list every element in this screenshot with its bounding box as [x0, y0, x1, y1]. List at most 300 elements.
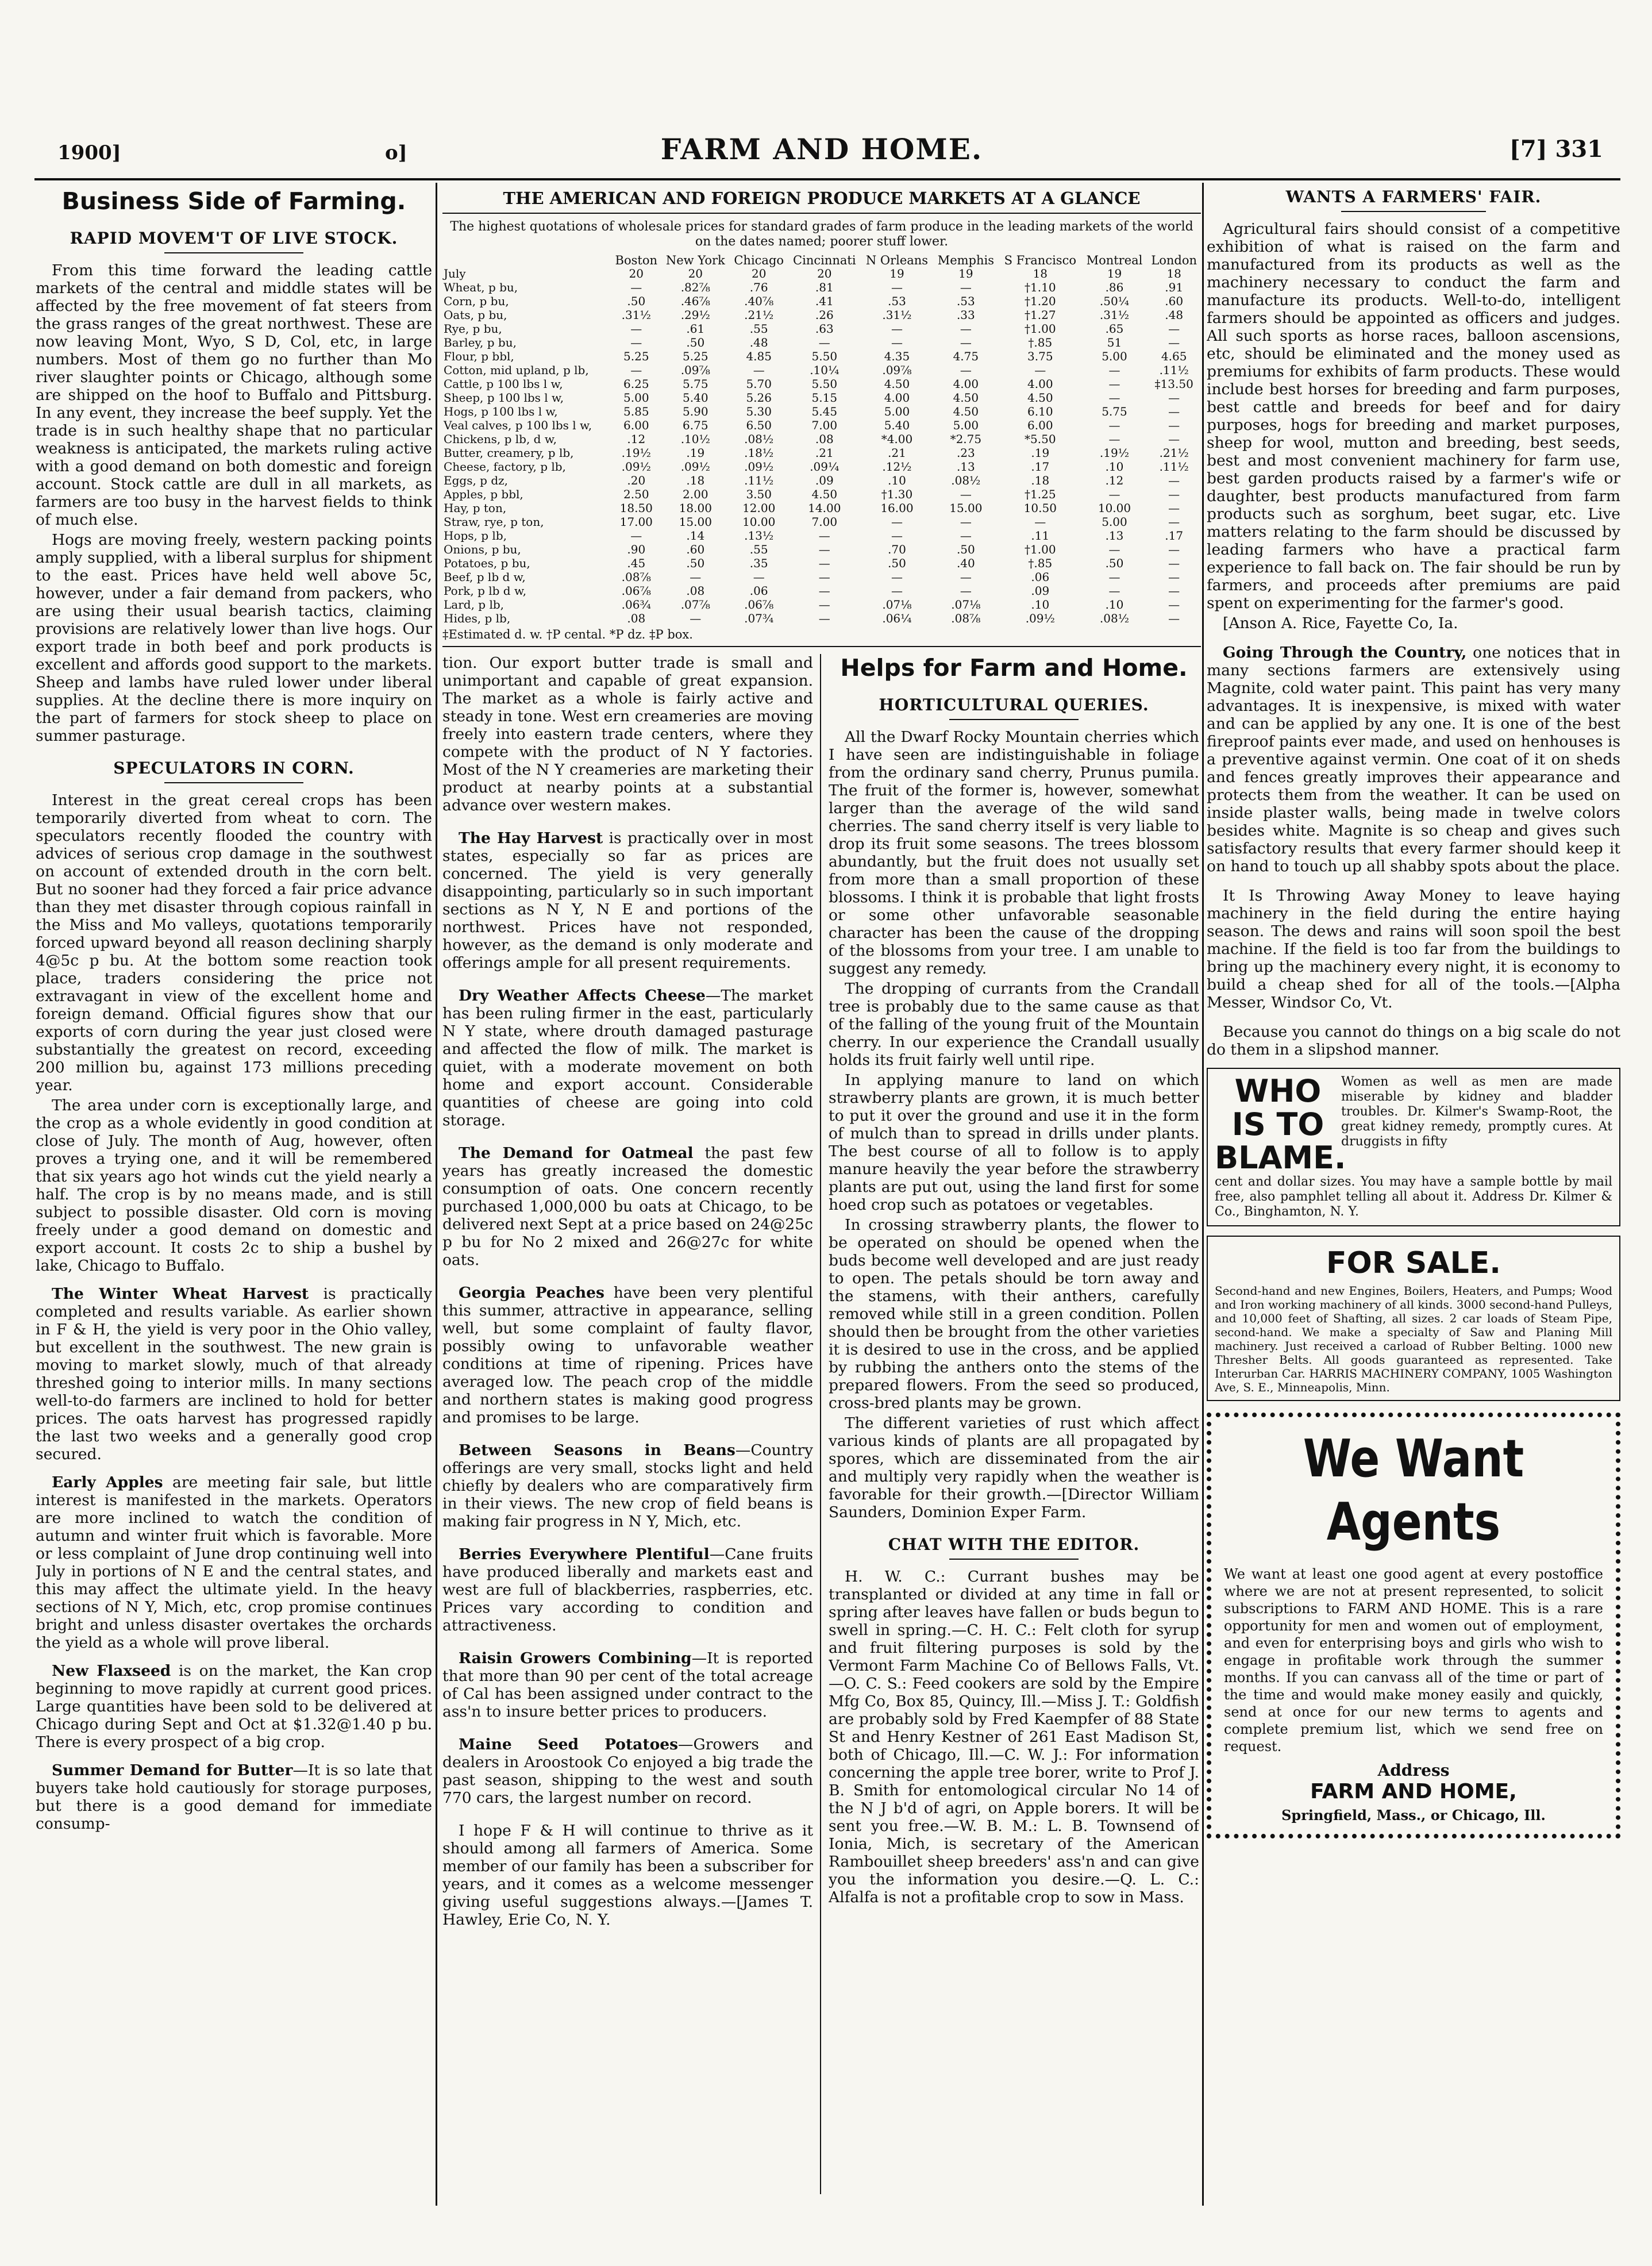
price-cell: 18.00: [679, 501, 712, 515]
price-cell: 10.50: [1023, 501, 1057, 515]
price-cell: .48: [1165, 308, 1184, 322]
price-cell: —: [1108, 418, 1120, 432]
price-cell: .06¼: [882, 611, 912, 625]
table-row: [442, 515, 1201, 529]
price-cell: .17: [1031, 460, 1050, 474]
row-label: Cheese, factory, p lb,: [444, 460, 566, 474]
price-cell: 5.26: [746, 391, 772, 405]
article-paragraph: Interest in the great cereal crops has been temporarily diverted from wheat to corn. The speculators recently flooded the country with advices of serious crop damage in the southwest on account of extended drouth in the corn belt. But no sooner had they forced a fair price advance than they met disaster through copious rainfall in the Miss and Mo valleys, quotations temporarily forced upward beyond all reason declining sharply 4@5c p bu. At the bottom some reaction took place, traders considering the price not extravagant in view of the excellent home and foreign demand. Official figures show that our exports of corn during the year just closed were substantially the greatest on record, exceeding 200 million bu, against 173 millions preceding year.: [36, 791, 432, 1094]
price-cell: .50: [1105, 556, 1124, 570]
price-cell: —: [891, 570, 903, 584]
row-label: Rye, p bu,: [444, 322, 502, 336]
table-row: [442, 460, 1201, 474]
price-cell: —: [1108, 377, 1120, 391]
table-row: [442, 611, 1201, 625]
price-cell: .12½: [882, 460, 912, 474]
price-cell: .07⅛: [882, 598, 912, 611]
price-cell: —: [960, 322, 972, 336]
row-label: Wheat, p bu,: [444, 280, 518, 294]
row-label: Potatoes, p bu,: [444, 556, 530, 570]
article-paragraph: The dropping of currants from the Crandall tree is probably due to the same cause as that of the falling of the young fruit of the Mountain cherry. In our experience the Crandall usually holds its fruit fairly well until ripe.: [829, 980, 1199, 1069]
price-cell: .18: [686, 474, 705, 487]
price-cell: 20: [688, 267, 703, 280]
price-cell: *4.00: [881, 432, 913, 446]
row-label: Apples, p bbl,: [444, 487, 523, 501]
price-cell: —: [1108, 363, 1120, 377]
table-footnote: ‡Estimated d. w. †P cental. *P dz. ‡P box.: [442, 628, 1201, 647]
price-cell: .10¼: [810, 363, 840, 377]
price-cell: 4.00: [953, 377, 979, 391]
table-row: [442, 336, 1201, 349]
price-cell: †.85: [1028, 336, 1053, 349]
price-cell: .50: [956, 543, 975, 556]
paragraph-text: is practically over in most states, especially so far as prices are concerned. The yield is very generally disappointing, particularly so in such important sections as N Y, N E and portions of the northwest. Prices have not responded, however, as the demand is only moderate and offerings ample for all present requirements.: [442, 829, 813, 972]
article-paragraph: tion. Our export butter trade is small and unimportant and capable of great expansion. The market as a whole is fairly active and steady in tone. West ern creameries are moving freely into eastern trade centers, where they compete with the product of N Y factories. Most of the N Y creameries are marketing their product at nearby points at a substantial advance over western makes.: [442, 654, 813, 814]
subcolumn-helps: [829, 654, 1199, 2194]
price-cell: 18: [1166, 267, 1181, 280]
ad-headline: We Want Agents: [1303, 1429, 1524, 1552]
price-cell: .07¾: [744, 611, 774, 625]
price-cell: .19½: [1099, 446, 1130, 460]
price-cell: 5.90: [683, 405, 708, 418]
paragraph-lead: The Demand for Oatmeal: [459, 1144, 694, 1162]
article-paragraph: Because you cannot do things on a big scale do not do them in a slipshod manner.: [1207, 1023, 1620, 1059]
price-cell: 17.00: [619, 515, 653, 529]
column-header: N Orleans: [865, 253, 929, 267]
price-cell: 3.75: [1027, 349, 1053, 363]
row-label: Hops, p lb,: [444, 529, 507, 543]
table-row: [442, 405, 1201, 418]
row-label: Oats, p bu,: [444, 308, 507, 322]
price-cell: 6.00: [1027, 418, 1053, 432]
market-table-title: THE AMERICAN AND FOREIGN PRODUCE MARKETS AT A GLANCE: [442, 188, 1201, 214]
paragraph-lead: The Hay Harvest: [459, 829, 603, 847]
article-paragraph: [442, 1144, 813, 1269]
price-cell: .53: [956, 294, 975, 308]
price-cell: 16.00: [880, 501, 914, 515]
price-cell: 5.70: [746, 377, 772, 391]
ad-text: cent and dollar sizes. You may have a sample bottle by mail free, also pamphlet telling all about it. Address Dr. Kilmer & Co., Binghamton, N. Y.: [1215, 1175, 1612, 1219]
paragraph-lead: Raisin Growers Combining: [459, 1649, 692, 1667]
column-header: Memphis: [937, 253, 994, 267]
column-header: Boston: [615, 253, 658, 267]
price-cell: 5.50: [811, 349, 838, 363]
price-cell: .07⅞: [680, 598, 710, 611]
price-cell: .11½: [1159, 363, 1189, 377]
market-table-header: [442, 254, 1201, 267]
column-header: S Francisco: [1004, 253, 1076, 267]
ad-address-label: Address: [1377, 1761, 1450, 1780]
price-cell: 18.50: [619, 501, 653, 515]
price-cell: —: [960, 336, 972, 349]
row-label: Straw, rye, p ton,: [444, 515, 544, 529]
price-cell: .09½: [621, 460, 651, 474]
price-cell: *2.75: [950, 432, 982, 446]
row-label: Sheep, p 100 lbs l w,: [444, 391, 564, 405]
price-cell: 5.50: [811, 377, 838, 391]
row-label: Hogs, p 100 lbs l w,: [444, 405, 558, 418]
price-cell: .41: [815, 294, 834, 308]
table-row: [442, 377, 1201, 391]
price-cell: 5.25: [623, 349, 649, 363]
price-cell: .08: [627, 611, 646, 625]
testimonial: I hope F & H will continue to thrive as it should among all farmers of America. Some member of our family has been a subscriber for years, and it comes as a welcome messenger giving useful suggestions always.—[James T. Hawley, Erie Co, N. Y.: [442, 1822, 813, 1929]
price-cell: ‡13.50: [1154, 377, 1193, 391]
column-header: New York: [665, 253, 725, 267]
paragraph-lead: Summer Demand for Butter: [52, 1761, 293, 1779]
issue-date: 1900]: [57, 141, 121, 164]
paragraph-text: one notices that in many sections farmers are extensively using Magnite, cold water paint. This paint has very many advantages. It is inexpensive, is mixed with water and can be applied by any one. It is one of the best fireproof paints ever made, and used on henhouses is a preventive against vermin. One coat of it on sheds and fences greatly improves their appearance and protects them from the weather. It can be used on inside plaster walls, being made in twelve colors besides white. Magnite is so cheap and gives such satisfactory results that every farmer should keep it on hand to touch up all shabby spots about the place.: [1207, 644, 1620, 875]
price-cell: 14.00: [808, 501, 841, 515]
price-cell: —: [1168, 515, 1180, 529]
paragraph-lead: Early Apples: [52, 1474, 163, 1491]
page-number: [7] 331: [1509, 136, 1603, 163]
price-cell: .21½: [1159, 446, 1189, 460]
price-cell: —: [753, 363, 765, 377]
paragraph-lead: Maine Seed Potatoes: [459, 1736, 679, 1753]
paragraph-text: are meeting fair sale, but little interest is manifested in the markets. Operators are more inclined to watch the condition of autumn and winter fruit which is favorable. More or less complaint of June drop continuing well into July in portions of N E and the central states, and this may affect the ultimate yield. In the heavy sections of N Y, Mich, etc, crop promise continues bright and unless disaster overtakes the orchards the yield as a whole will prove liberal.: [36, 1474, 432, 1652]
price-cell: 20: [817, 267, 832, 280]
price-cell: .08: [815, 432, 834, 446]
price-cell: .13: [956, 460, 975, 474]
price-cell: †1.10: [1025, 280, 1056, 294]
ad-text: Women as well as men are made miserable by kidney and bladder troubles. Dr. Kilmer's Swamp-Root, the great kidney remedy, promptly cures. At druggists in fifty: [1341, 1075, 1612, 1149]
price-cell: .61: [686, 322, 705, 336]
table-row: [442, 322, 1201, 336]
price-cell: 19: [889, 267, 904, 280]
row-label: Cotton, mid upland, p lb,: [444, 363, 589, 377]
price-cell: .08½: [951, 474, 981, 487]
table-row: [442, 446, 1201, 460]
table-row: [442, 529, 1201, 543]
price-cell: —: [630, 280, 642, 294]
price-cell: —: [818, 556, 830, 570]
article-paragraph: [36, 1761, 432, 1833]
article-title: RAPID MOVEM'T OF LIVE STOCK.: [36, 229, 432, 253]
ad-city: Springfield, Mass., or Chicago, Ill.: [1281, 1807, 1546, 1823]
article-paragraph: The different varieties of rust which affect various kinds of plants are all propagated by spores, which are disseminated from the air and multiply very rapidly when the weather is favorable for their growth.—[Director William Saunders, Dominion Exper Farm.: [829, 1414, 1199, 1521]
article-paragraph: [36, 1662, 432, 1751]
table-row: [442, 487, 1201, 501]
column-header: Chicago: [734, 253, 784, 267]
price-cell: 2.00: [683, 487, 708, 501]
paragraph-text: —Growers and dealers in Aroostook Co enjoyed a big trade the past season, shipping to the west and south 770 cars, the largest number on record.: [442, 1736, 813, 1807]
price-cell: .70: [888, 543, 906, 556]
ad-headline: WHO IS TO BLAME.: [1215, 1073, 1346, 1176]
price-cell: —: [1168, 556, 1180, 570]
row-label: Pork, p lb d w,: [444, 584, 527, 598]
price-cell: .60: [686, 543, 705, 556]
article-paragraph: In crossing strawberry plants, the flower to be operated on should be opened when the buds become well developed and are just ready to open. The petals should be torn away and the stamens, with their anthers, carefully removed while still in a green condition. Pollen should then be brought from the other varieties it is desired to use in the cross, and be applied by rubbing the anthers onto the stems of the prepared flowers. From the seed so produced, cross-bred plants may be grown.: [829, 1216, 1199, 1412]
price-cell: —: [1034, 363, 1046, 377]
price-cell: 4.50: [884, 377, 910, 391]
price-cell: 5.40: [683, 391, 708, 405]
article-paragraph: All the Dwarf Rocky Mountain cherries which I have seen are indistinguishable in foliage from the ordinary sand cherry, Prunus pumila. The fruit of the former is, however, somewhat larger than the average of the wild sand cherries. The sand cherry itself is very liable to drop its fruit some seasons. The trees blossom abundantly, but the fruit does not usually set from more than a small proportion of these blossoms. I think it is probable that light frosts or some other unfavorable seasonable character has been the cause of the dropping of the blossoms from your tree. I am unable to suggest any remedy.: [829, 728, 1199, 978]
price-cell: —: [891, 280, 903, 294]
subcolumn-markets: [442, 654, 813, 2194]
price-cell: .48: [749, 336, 768, 349]
price-cell: —: [960, 487, 972, 501]
paragraph-lead: Georgia Peaches: [459, 1284, 604, 1302]
row-label: Flour, p bbl,: [444, 349, 514, 363]
price-cell: —: [960, 280, 972, 294]
price-cell: 6.00: [623, 418, 649, 432]
price-cell: .12: [1105, 474, 1124, 487]
price-cell: 4.65: [1161, 349, 1187, 363]
price-cell: —: [630, 322, 642, 336]
price-cell: 6.25: [623, 377, 649, 391]
price-cell: —: [891, 336, 903, 349]
price-cell: 20: [751, 267, 767, 280]
price-cell: —: [1108, 584, 1120, 598]
price-cell: .23: [956, 446, 975, 460]
paragraph-text: —Cane fruits have produced liberally and markets east and west are full of blackberries, raspberries, etc. Prices vary according to condition and attractiveness.: [442, 1545, 813, 1634]
price-cell: .20: [627, 474, 646, 487]
price-cell: .40: [956, 556, 975, 570]
price-cell: .21½: [744, 308, 774, 322]
price-cell: 7.00: [811, 515, 838, 529]
table-row: [442, 474, 1201, 487]
table-row: [442, 418, 1201, 432]
price-cell: —: [818, 584, 830, 598]
price-cell: 5.30: [746, 405, 772, 418]
price-cell: .90: [627, 543, 646, 556]
price-cell: .50: [627, 294, 646, 308]
row-label: Onions, p bu,: [444, 543, 521, 556]
price-cell: 4.00: [884, 391, 910, 405]
price-cell: .06: [1031, 570, 1050, 584]
price-cell: .60: [1165, 294, 1184, 308]
price-cell: —: [1168, 501, 1180, 515]
price-cell: .76: [749, 280, 768, 294]
market-table-body: [442, 267, 1201, 625]
paragraph-text: is on the market, the Kan crop beginning to move rapidly at current good prices. Large quantities have been sold to be delivered at Chicago during Sept and Oct at $1.32@1.40 p bu. There is every prospect of a big crop.: [36, 1662, 432, 1751]
paragraph-lead: Berries Everywhere Plentiful: [459, 1545, 710, 1563]
price-cell: 4.50: [811, 487, 838, 501]
masthead-title: FARM AND HOME.: [660, 132, 983, 166]
price-cell: —: [1108, 432, 1120, 446]
paragraph-text: —The market has been ruling firmer in the east, particularly N Y state, where drouth damaged pasturage and affected the flow of milk. The market is quiet, with a moderate movement on both home and export account. Considerable quantities of cheese are going into cold storage.: [442, 987, 813, 1129]
price-cell: .11½: [744, 474, 774, 487]
price-cell: —: [630, 363, 642, 377]
header-cell: [442, 254, 611, 267]
price-cell: —: [1108, 570, 1120, 584]
article-title: SPECULATORS IN CORN.: [36, 759, 432, 783]
price-cell: —: [1168, 487, 1180, 501]
price-cell: 5.00: [884, 405, 910, 418]
article-paragraph: Hogs are moving freely, western packing points amply supplied, with a liberal surplus for shipment to the east. Prices have held well above 5c, however, under a fair demand from packers, who are using their usual bearish tactics, claiming provisions are relatively lower than live hogs. Our export trade in both beef and pork products is excellent and affords good support to the markets. Sheep and lambs have ruled lower under liberal supplies. At the decline there is more inquiry on the part of farmers for stock sheep to place on summer pasturage.: [36, 531, 432, 745]
paragraph-lead: The Winter Wheat Harvest: [52, 1285, 309, 1303]
price-cell: †.85: [1028, 556, 1053, 570]
price-cell: .14: [686, 529, 705, 543]
price-cell: .09: [1031, 584, 1050, 598]
price-cell: .18: [1031, 474, 1050, 487]
price-cell: —: [960, 529, 972, 543]
ad-text: We want at least one good agent at every postoffice where we are not at present represented, to solicit subscriptions to FARM AND HOME. This is a rare opportunity for men and women out of employment, and even for enterprising boys and girls who wish to engage in profitable work through the summer months. If you can canvass all of the time or part of the time and would make money easily and quickly, send at once for our new terms to agents and complete premium list, which we send free on request.: [1224, 1566, 1603, 1755]
price-cell: —: [1168, 611, 1180, 625]
price-cell: .55: [749, 322, 768, 336]
price-cell: 5.15: [811, 391, 838, 405]
price-cell: 5.75: [683, 377, 708, 391]
article-paragraph: [442, 1736, 813, 1807]
price-cell: †1.27: [1025, 308, 1056, 322]
price-cell: —: [1168, 336, 1180, 349]
price-cell: .09⅞: [882, 363, 912, 377]
price-cell: —: [818, 336, 830, 349]
row-label: July: [444, 267, 466, 280]
price-cell: .11½: [1159, 460, 1189, 474]
price-cell: .50: [686, 556, 705, 570]
paragraph-text: the past few years has greatly increased the domestic consumption of oats. One concern recently purchased 1,000,000 bu oats at Chicago, to be delivered next Sept at a price based on 24@25c p bu for No 2 mixed and 26@27c for white oats.: [442, 1144, 813, 1269]
column-header: London: [1151, 253, 1197, 267]
ad-text: Second-hand and new Engines, Boilers, Heaters, and Pumps; Wood and Iron working machinery of all kinds. 3000 second-hand Pulleys, and 10,000 feet of Shafting, all sizes. 2 car loads of Steam Pipe, second-hand. We make a specialty of Saw and Planing Mill machinery. Just received a carload of Rubber Belting. 1000 new Thresher Belts. All goods guaranteed as represented. Take Interurban Car. HARRIS MACHINERY COMPANY, 1005 Washington Ave, S. E., Minneapolis, Minn.: [1215, 1284, 1612, 1394]
ad-headline: FOR SALE.: [1326, 1246, 1501, 1280]
price-cell: 5.45: [811, 405, 838, 418]
price-cell: .55: [749, 543, 768, 556]
price-cell: .46⅞: [680, 294, 710, 308]
price-cell: —: [1168, 570, 1180, 584]
price-cell: —: [1168, 598, 1180, 611]
two-column-section: [442, 654, 1201, 2194]
article-paragraph: It Is Throwing Away Money to leave haying machinery in the field during the entire haying season. The dews and rains will soon spoil the best machine. If the field is too far from the buildings to bring up the machinery every night, it is economy to build a cheap shed for all of the tools.—[Alpha Messer, Windsor Co, Vt.: [1207, 887, 1620, 1011]
paragraph-lead: Between Seasons in Beans: [459, 1441, 735, 1459]
price-cell: —: [690, 570, 702, 584]
price-cell: —: [630, 336, 642, 349]
row-label: Hides, p lb,: [444, 611, 511, 625]
price-cell: 6.75: [683, 418, 708, 432]
price-cell: .81: [815, 280, 834, 294]
price-cell: .26: [815, 308, 834, 322]
price-cell: 5.00: [623, 391, 649, 405]
price-cell: .86: [1105, 280, 1124, 294]
ad-publisher: FARM AND HOME,: [1310, 1780, 1517, 1803]
price-cell: †1.25: [1025, 487, 1056, 501]
price-cell: .06⅞: [744, 598, 774, 611]
who-is-to-blame: [1215, 1075, 1612, 1175]
price-cell: —: [891, 584, 903, 598]
table-row: [442, 294, 1201, 308]
price-cell: .33: [956, 308, 975, 322]
price-cell: 5.85: [623, 405, 649, 418]
article-paragraph: [442, 987, 813, 1129]
price-cell: .09½: [1025, 611, 1055, 625]
article-paragraph: [442, 1649, 813, 1721]
price-cell: .35: [749, 556, 768, 570]
price-cell: .08: [686, 584, 705, 598]
price-cell: .19: [686, 446, 705, 460]
price-cell: 51: [1107, 336, 1122, 349]
article-paragraph: [442, 1545, 813, 1634]
price-cell: —: [818, 529, 830, 543]
row-label: Hay, p ton,: [444, 501, 507, 515]
row-label: Eggs, p dz,: [444, 474, 509, 487]
header-rule: [34, 178, 1620, 180]
price-cell: 6.50: [746, 418, 772, 432]
price-cell: —: [1108, 543, 1120, 556]
table-row: [442, 556, 1201, 570]
signature: [Anson A. Rice, Fayette Co, Ia.: [1223, 614, 1458, 632]
market-table: [442, 254, 1201, 625]
price-cell: .19: [1031, 446, 1050, 460]
article-paragraph: H. W. C.: Currant bushes may be transplanted or divided at any time in fall or spring after leaves have fallen or buds begun to swell in spring.—C. H. C.: Felt cloth for syrup and fruit filtering purposes is sold by the Vermont Farm Machine Co of Bellows Falls, Vt.—O. C. S.: Feed cookers are sold by the Empire Mfg Co, Box 85, Quincy, Ill.—Miss J. T.: Goldfish are probably sold by Fred Kaempfer of 88 State St and Henry Kestner of 261 East Madison St, both of Chicago, Ill.—C. W. J.: For information concerning the apple tree borer, write to Prof J. B. Smith for entomological circular No 14 of the N J b'd of agri, on Apple borers. It will be sent you free.—W. B. M.: L. B. Townsend of Ionia, Mich, is secretary of the American Rambouillet sheep breeders' ass'n and can give you the information you desire.—Q. L. C.: Alfalfa is not a profitable crop to sow in Mass.: [829, 1568, 1199, 1906]
price-cell: .10: [1105, 460, 1124, 474]
price-cell: —: [1168, 322, 1180, 336]
price-cell: .13: [1105, 529, 1124, 543]
price-cell: 4.00: [1027, 377, 1053, 391]
column-rule: [1202, 183, 1204, 2206]
article-title: HORTICULTURAL QUERIES.: [829, 695, 1199, 720]
price-cell: —: [960, 515, 972, 529]
price-cell: 5.00: [1102, 515, 1127, 529]
article-title: CHAT WITH THE EDITOR.: [829, 1535, 1199, 1560]
row-label: Butter, creamery, p lb,: [444, 446, 574, 460]
price-cell: 5.00: [1102, 349, 1127, 363]
price-cell: —: [1168, 474, 1180, 487]
price-cell: —: [891, 322, 903, 336]
price-cell: —: [1108, 487, 1120, 501]
price-cell: .09½: [744, 460, 774, 474]
price-cell: —: [1168, 584, 1180, 598]
issue-bracket: o]: [385, 141, 407, 164]
price-cell: .19½: [621, 446, 651, 460]
article-paragraph: [442, 829, 813, 972]
column-markets: [442, 183, 1201, 2194]
price-cell: †1.20: [1025, 294, 1056, 308]
article-paragraph: In applying manure to land on which strawberry plants are grown, it is much better to put it over the ground and use it in the form of mulch than to spread in drills under plants. The best course of all to follow is to apply manure heavily the year before the strawberry plants are put out, using the land first for some hoed crop such as potatoes or vegetables.: [829, 1071, 1199, 1214]
price-cell: 15.00: [949, 501, 983, 515]
price-cell: 6.10: [1027, 405, 1053, 418]
price-cell: 3.50: [746, 487, 772, 501]
price-cell: .50: [888, 556, 906, 570]
kilmer-ad: [1207, 1068, 1620, 1226]
price-cell: 10.00: [742, 515, 776, 529]
table-row: [442, 598, 1201, 611]
price-cell: 4.85: [746, 349, 772, 363]
row-label: Veal calves, p 100 lbs l w,: [444, 418, 592, 432]
we-want-agents-ad: [1207, 1413, 1620, 1838]
price-cell: .45: [627, 556, 646, 570]
price-cell: 5.25: [683, 349, 708, 363]
paragraph-lead: New Flaxseed: [52, 1662, 171, 1680]
price-cell: —: [630, 529, 642, 543]
price-cell: .09⅞: [680, 363, 710, 377]
price-cell: †1.30: [881, 487, 913, 501]
price-cell: .09½: [680, 460, 710, 474]
price-cell: .18½: [744, 446, 774, 460]
price-cell: .53: [888, 294, 906, 308]
column-header: Montreal: [1086, 253, 1143, 267]
price-cell: 19: [958, 267, 973, 280]
column-rule: [436, 183, 437, 2206]
price-cell: *5.50: [1025, 432, 1056, 446]
price-cell: —: [818, 570, 830, 584]
paragraph-text: —It is reported that more than 90 per cent of the total acreage of Cal has been assigned under contract to the ass'n to insure better prices to producers.: [442, 1649, 813, 1721]
price-cell: —: [960, 363, 972, 377]
paragraph-text: —Country offerings are very small, stocks light and held chiefly by dealers who are comparatively firm in their views. The new crop of field beans is making fair progress in N Y, Mich, etc.: [442, 1441, 813, 1530]
table-row: [442, 363, 1201, 377]
article-paragraph: [36, 1285, 432, 1463]
price-cell: .08½: [744, 432, 774, 446]
column-rule: [820, 654, 821, 2194]
price-cell: —: [891, 515, 903, 529]
column-header: Cincinnati: [793, 253, 856, 267]
table-row: [442, 432, 1201, 446]
price-cell: 4.50: [953, 391, 979, 405]
price-cell: —: [753, 570, 765, 584]
column-fair: [1207, 183, 1620, 2194]
price-cell: —: [960, 570, 972, 584]
price-cell: .29½: [680, 308, 710, 322]
